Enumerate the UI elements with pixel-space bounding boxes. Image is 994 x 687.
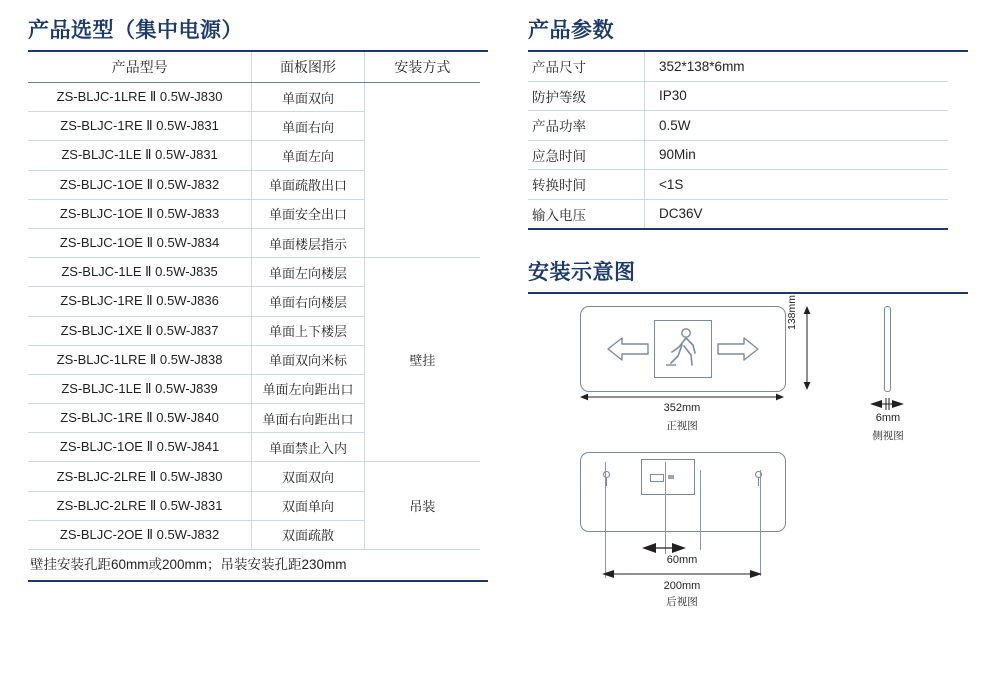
param-key: 产品功率 [528, 111, 645, 141]
front-view-body [580, 306, 786, 392]
extension-line [605, 462, 606, 554]
cell-model: ZS-BLJC-1RE Ⅱ 0.5W-J840 [28, 404, 252, 433]
param-value: <1S [645, 170, 949, 200]
front-width-label: 352mm [663, 402, 701, 414]
table-header-row [28, 52, 480, 83]
cell-model: ZS-BLJC-1RE Ⅱ 0.5W-J831 [28, 112, 252, 141]
back-view-caption: 后视图 [666, 596, 698, 608]
cell-panel: 单面右向楼层 [252, 287, 365, 316]
cell-panel: 单面双向 [252, 83, 365, 112]
cell-mount-wall: 壁挂 [364, 258, 480, 462]
cell-panel: 双面单向 [252, 491, 365, 520]
hole-spacing-large-label: 200mm [663, 580, 701, 592]
table-row [28, 462, 480, 491]
cell-panel: 单面右向距出口 [252, 404, 365, 433]
cell-mount-hang: 吊装 [364, 462, 480, 550]
cell-model: ZS-BLJC-1LE Ⅱ 0.5W-J831 [28, 141, 252, 170]
product-selection-section [28, 14, 488, 582]
cell-panel: 单面左向距出口 [252, 374, 365, 403]
param-value: 0.5W [645, 111, 949, 141]
hole-spacing-small-dimension [640, 542, 688, 554]
table-row [28, 83, 480, 112]
extension-line [665, 462, 666, 554]
header-panel: 面板图形 [252, 52, 365, 83]
cell-model: ZS-BLJC-1XE Ⅱ 0.5W-J837 [28, 316, 252, 345]
param-key: 转换时间 [528, 170, 645, 200]
installation-diagram [528, 294, 958, 608]
hole-spacing-small-label: 60mm [666, 554, 698, 566]
table-row [28, 258, 480, 287]
cell-model: ZS-BLJC-1OE Ⅱ 0.5W-J841 [28, 433, 252, 462]
cell-panel: 单面左向 [252, 141, 365, 170]
cell-model: ZS-BLJC-1OE Ⅱ 0.5W-J834 [28, 228, 252, 257]
section-divider-diagram [528, 292, 968, 294]
cell-model: ZS-BLJC-2OE Ⅱ 0.5W-J832 [28, 520, 252, 549]
cell-model: ZS-BLJC-1LRE Ⅱ 0.5W-J830 [28, 83, 252, 112]
cell-model: ZS-BLJC-1OE Ⅱ 0.5W-J832 [28, 170, 252, 199]
extension-line [700, 470, 701, 550]
header-mount: 安装方式 [364, 52, 480, 83]
table-row [528, 111, 948, 141]
param-value: DC36V [645, 199, 949, 229]
parameter-table [528, 52, 948, 230]
cell-mount-blank [364, 83, 480, 258]
section-title-params: 产品参数 [528, 19, 614, 42]
front-height-label: 138mm [786, 294, 798, 330]
mounting-plate [641, 459, 695, 495]
cell-panel: 单面双向米标 [252, 345, 365, 374]
cell-model: ZS-BLJC-1LRE Ⅱ 0.5W-J838 [28, 345, 252, 374]
arrow-left-icon [606, 334, 650, 364]
arrow-right-icon [716, 334, 760, 364]
front-height-dimension [800, 306, 814, 390]
cell-model: ZS-BLJC-1OE Ⅱ 0.5W-J833 [28, 199, 252, 228]
cell-panel: 单面禁止入内 [252, 433, 365, 462]
cell-model: ZS-BLJC-1LE Ⅱ 0.5W-J839 [28, 374, 252, 403]
hole-spacing-large-dimension [580, 568, 784, 580]
cell-model: ZS-BLJC-2LRE Ⅱ 0.5W-J831 [28, 491, 252, 520]
cell-panel: 单面楼层指示 [252, 228, 365, 257]
table-row [528, 140, 948, 170]
cell-panel: 单面右向 [252, 112, 365, 141]
side-thickness-dimension [858, 398, 916, 410]
section-title-diagram: 安装示意图 [528, 261, 636, 284]
cell-panel: 单面上下楼层 [252, 316, 365, 345]
param-key: 防护等级 [528, 81, 645, 111]
cell-panel: 双面双向 [252, 462, 365, 491]
cell-panel: 单面疏散出口 [252, 170, 365, 199]
param-key: 应急时间 [528, 140, 645, 170]
cell-model: ZS-BLJC-1RE Ⅱ 0.5W-J836 [28, 287, 252, 316]
param-value: IP30 [645, 81, 949, 111]
cell-panel: 单面左向楼层 [252, 258, 365, 287]
cell-model: ZS-BLJC-1LE Ⅱ 0.5W-J835 [28, 258, 252, 287]
param-value: 352*138*6mm [645, 52, 949, 81]
table-row [528, 52, 948, 81]
cell-panel: 单面安全出口 [252, 199, 365, 228]
table-row [528, 199, 948, 229]
back-view-body [580, 452, 786, 532]
cell-panel: 双面疏散 [252, 520, 365, 549]
product-selection-table [28, 52, 480, 550]
side-view-body [884, 306, 891, 392]
selection-footnote: 壁挂安装孔距60mm或200mm；吊装安装孔距230mm [28, 550, 488, 582]
param-key: 产品尺寸 [528, 52, 645, 81]
product-parameter-section [528, 14, 968, 608]
front-width-dimension [580, 392, 784, 402]
side-thickness-label: 6mm [875, 412, 901, 424]
table-row [528, 170, 948, 200]
cell-model: ZS-BLJC-2LRE Ⅱ 0.5W-J830 [28, 462, 252, 491]
table-row [528, 81, 948, 111]
section-title-selection: 产品选型（集中电源） [28, 19, 243, 42]
side-view-caption: 侧视图 [872, 430, 904, 442]
header-model: 产品型号 [28, 52, 252, 83]
param-key: 输入电压 [528, 199, 645, 229]
plate-slot-icon [650, 474, 664, 482]
plate-mark-icon [668, 475, 674, 479]
front-view-caption: 正视图 [666, 420, 698, 432]
running-man-icon [654, 320, 712, 378]
param-value: 90Min [645, 140, 949, 170]
